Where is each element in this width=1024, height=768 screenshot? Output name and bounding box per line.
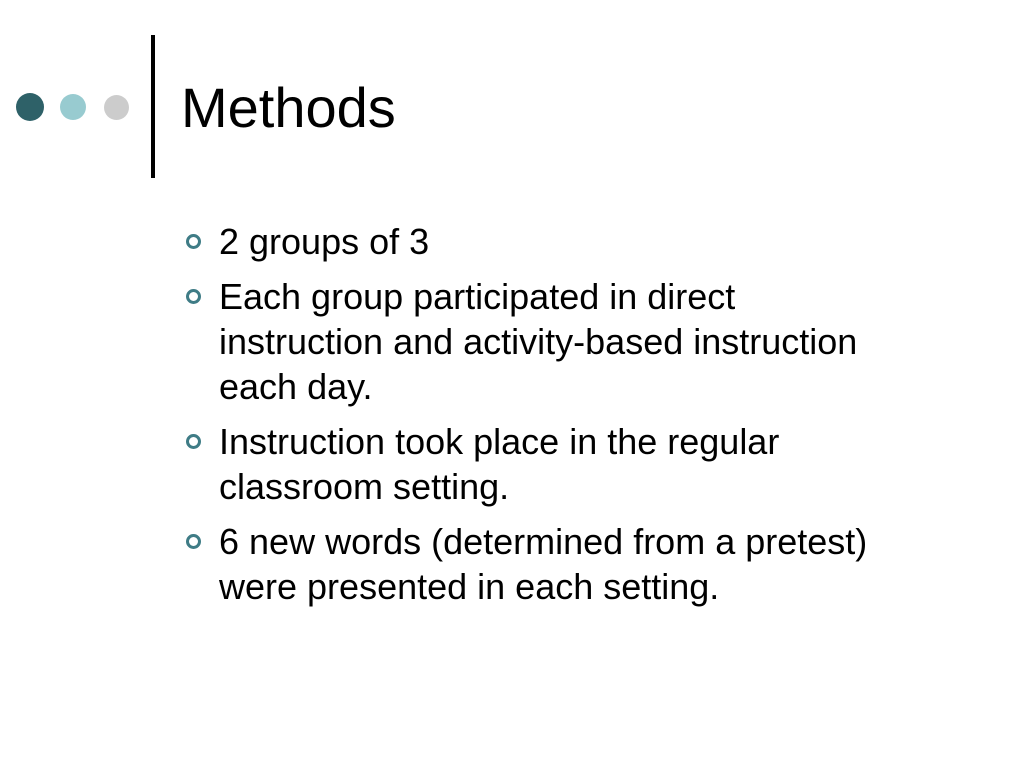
bullet-item	[186, 519, 906, 609]
bullet-ring-icon	[186, 434, 201, 449]
bullet-text: 2 groups of 3	[219, 221, 430, 262]
bullet-ring-icon	[186, 234, 201, 249]
bullet-item	[186, 274, 906, 409]
bullet-item	[186, 219, 906, 264]
bullet-ring-icon	[186, 289, 201, 304]
decorative-dot-light-icon	[60, 94, 86, 120]
bullet-item	[186, 419, 906, 509]
bullet-text: 6 new words (determined from a pretest) were presented in each setting.	[219, 521, 868, 607]
bullet-text: Instruction took place in the regular classroom setting.	[219, 421, 780, 507]
title-divider	[151, 35, 155, 178]
bullet-ring-icon	[186, 534, 201, 549]
decorative-dot-dark-icon	[16, 93, 44, 121]
bullet-list	[186, 219, 906, 619]
bullet-text: Each group participated in direct instruction and activity-based instruction each day.	[219, 276, 858, 407]
slide-title: Methods	[181, 76, 396, 139]
decorative-dot-grey-icon	[104, 95, 129, 120]
